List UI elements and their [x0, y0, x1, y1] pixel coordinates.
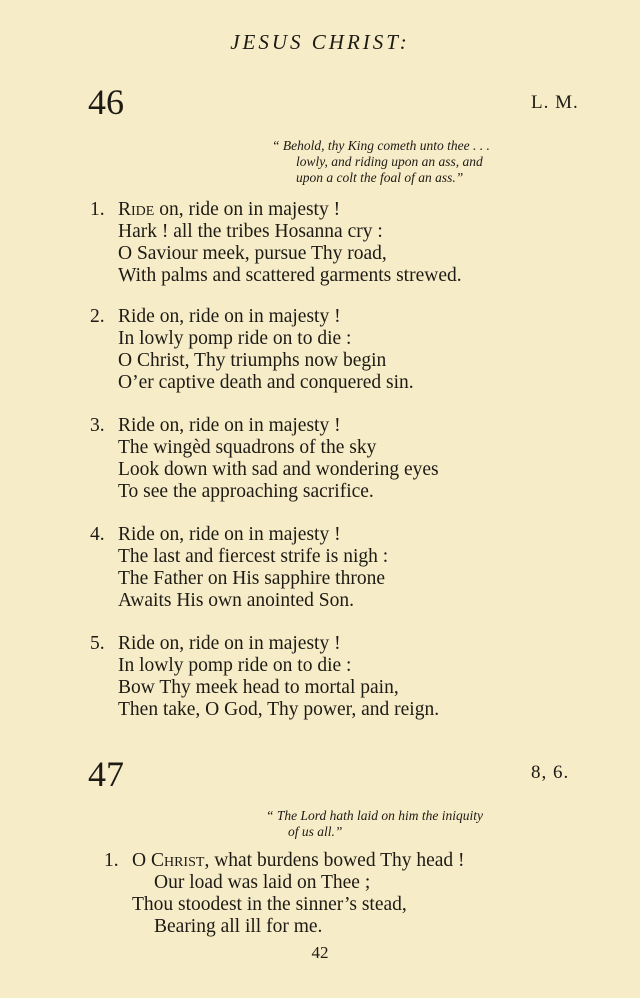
verse-line: With palms and scattered garments strewed.	[118, 265, 462, 286]
verse-line: The wingèd squadrons of the sky	[118, 437, 377, 458]
verse-line: The last and fiercest strife is nigh :	[118, 546, 389, 567]
verse-line: The Father on His sapphire throne	[118, 568, 385, 589]
hymn-46-meter: L. M.	[531, 92, 579, 113]
hymn-46-verse-4	[118, 524, 388, 612]
hymn-46-verse-3	[118, 415, 439, 503]
verse-line: Ride on, ride on in majesty !	[118, 306, 341, 327]
hymn-47-number: 47	[88, 754, 124, 794]
verse-line: Ride on, ride on in majesty !	[118, 633, 341, 654]
epigraph-line: upon a colt the foal of an ass.”	[296, 170, 464, 185]
verse-number: 3.	[90, 415, 105, 436]
hymn-47-epigraph	[266, 808, 483, 840]
verse-line	[132, 850, 465, 872]
verse-line	[118, 199, 462, 221]
verse-number: 2.	[90, 306, 105, 327]
verse-line: Bow Thy meek head to mortal pain,	[118, 677, 399, 698]
verse-line: Look down with sad and wondering eyes	[118, 459, 439, 480]
verse-line: Our load was laid on Thee ;	[154, 872, 371, 893]
verse-line: Ride on, ride on in majesty !	[118, 415, 341, 436]
verse-line: O Saviour meek, pursue Thy road,	[118, 243, 387, 264]
hymn-46-verse-2	[118, 306, 414, 394]
hymn-47-verse-1	[132, 850, 465, 938]
verse-line: Hark ! all the tribes Hosanna cry :	[118, 221, 383, 242]
verse-number: 1.	[90, 199, 105, 220]
verse-number: 1.	[104, 850, 119, 871]
page-number: 42	[311, 943, 329, 962]
epigraph-line: “ The Lord hath laid on him the iniquity	[266, 808, 484, 823]
running-head: JESUS CHRIST:	[230, 30, 410, 54]
verse-line: Awaits His own anointed Son.	[118, 590, 354, 611]
verse-first-rest: , what burdens bowed Thy head !	[204, 850, 465, 871]
hymn-46-verse-1	[118, 199, 462, 287]
verse-line: O Christ, Thy triumphs now begin	[118, 350, 387, 371]
verse-first-word: Ride	[118, 199, 155, 220]
verse-line: To see the approaching sacrifice.	[118, 481, 374, 502]
verse-line: Then take, O God, Thy power, and reign.	[118, 699, 440, 720]
verse-first-rest: on, ride on in majesty !	[154, 199, 341, 220]
verse-first-word: Christ	[150, 850, 205, 871]
hymn-46-number: 46	[88, 82, 124, 122]
verse-line: Bearing all ill for me.	[154, 916, 323, 937]
verse-number: 4.	[90, 524, 105, 545]
verse-line: In lowly pomp ride on to die :	[118, 655, 352, 676]
hymn-47-meter: 8, 6.	[531, 762, 570, 783]
verse-line: Ride on, ride on in majesty !	[118, 524, 341, 545]
hymn-46-epigraph	[272, 138, 490, 186]
verse-number: 5.	[90, 633, 105, 654]
epigraph-line: lowly, and riding upon an ass, and	[296, 154, 483, 169]
verse-first-pre: O	[132, 850, 151, 871]
epigraph-line: of us all.”	[288, 824, 343, 839]
verse-line: Thou stoodest in the sinner’s stead,	[132, 894, 407, 915]
epigraph-line: “ Behold, thy King cometh unto thee . . .	[272, 138, 490, 153]
verse-line: O’er captive death and conquered sin.	[118, 372, 414, 393]
hymn-46-verse-5	[118, 633, 439, 721]
verse-line: In lowly pomp ride on to die :	[118, 328, 352, 349]
